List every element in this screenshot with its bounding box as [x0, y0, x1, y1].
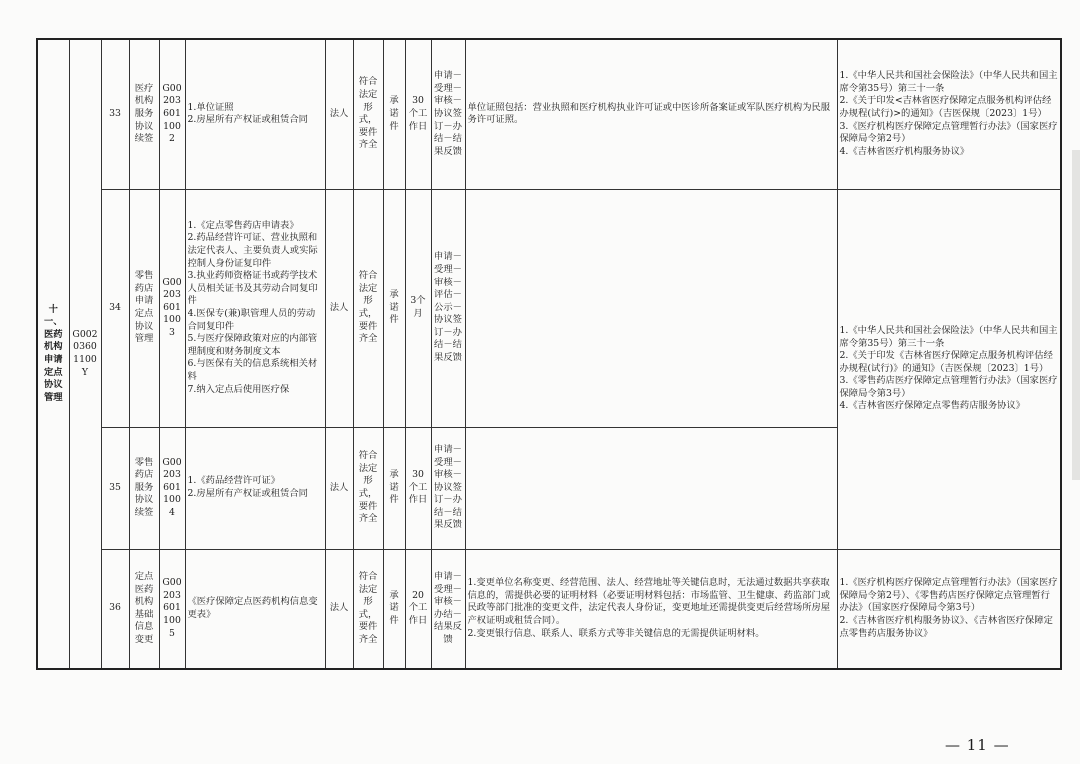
category-code-cell: G0020360 1100Y: [69, 39, 101, 669]
application-materials: 1.单位证照 2.房屋所有产权证或租赁合同: [185, 39, 325, 189]
item-code: G00 203 601 100 3: [159, 189, 185, 427]
row-number: 36: [101, 549, 129, 669]
item-code: G00 203 601 100 5: [159, 549, 185, 669]
row-number: 34: [101, 189, 129, 427]
time-limit: 30个工作日: [405, 39, 431, 189]
legal-basis: 1.《医疗机构医疗保障定点管理暂行办法》（国家医疗保障局令第2号）、《零售药店医疗保障定点管理暂行办法》（国家医疗保障局令第3号） 2.《吉林省医疗机构服务协议》、《吉林省医疗保障定点零售药店服务协议》: [837, 549, 1061, 669]
remarks: 1.变更单位名称变更、经营范围、法人、经营地址等关键信息时，无法通过数据共享获取信息的，需提供必要的证明材料（必要证明材料包括：市场监管、卫生健康、药监部门或民政等部门批准的变更文件，法定代表人身份证，变更地址还需提供变更后经营场所房屋产权证明或租赁合同）。 2.变更银行信息、联系人、联系方式等非关键信息的无需提供证明材料。: [465, 549, 837, 669]
row-number: 33: [101, 39, 129, 189]
page-edge-shadow: [1072, 150, 1080, 480]
legal-basis: 1.《中华人民共和国社会保险法》（中华人民共和国主席令第35号）第三十一条 2.《关于印发<吉林省医疗保障定点服务机构评估经办规程(试行)>的通知》（吉医保规〔2023〕1号） 3.《医疗机构医疗保障定点管理暂行办法》（国家医疗保障局令第2号） 4.《吉林省医疗机构服务协议》: [837, 39, 1061, 189]
remarks: [465, 189, 837, 427]
application-materials: 1.《药品经营许可证》 2.房屋所有产权证或租赁合同: [185, 427, 325, 549]
time-limit: 3个月: [405, 189, 431, 427]
time-limit: 30个工作日: [405, 427, 431, 549]
item-code: G00 203 601 100 2: [159, 39, 185, 189]
item-name: 零售药店申请定点协议管理: [129, 189, 159, 427]
item-name: 医疗机构服务协议续签: [129, 39, 159, 189]
service-subject: 法人: [325, 427, 353, 549]
item-type: 承诺件: [383, 189, 405, 427]
table-row: [37, 549, 1061, 669]
acceptance-condition: 符合法定形式，要件齐全: [353, 427, 383, 549]
time-limit: 20个工作日: [405, 549, 431, 669]
process-flow: 申请－受理－审核－协议签订－办结－结果反馈: [431, 427, 465, 549]
service-items-table: [36, 38, 1062, 670]
item-name: 零售药店服务协议续签: [129, 427, 159, 549]
acceptance-condition: 符合法定形式，要件齐全: [353, 549, 383, 669]
table-row: [37, 189, 1061, 427]
application-materials-cell: [185, 189, 325, 427]
remarks: 单位证照包括：营业执照和医疗机构执业许可证或中医诊所备案证或军队医疗机构为民服务许可证照。: [465, 39, 837, 189]
process-flow: 申请－受理－审核－评估－公示－协议签订－办结－结果反馈: [431, 189, 465, 427]
service-subject: 法人: [325, 549, 353, 669]
application-materials: 1.《定点零售药店申请表》 2.药品经营许可证、营业执照和法定代表人、主要负责人或实际控制人身份证复印件 3.执业药师资格证书或药学技术人员相关证书及其劳动合同复印件 4.医保专(兼)职管理人员的劳动合同复印件 5.与医疗保障政策对应的内部管理制度和财务制度文本 6.与医保有关的信息系统相关材料 7.纳入定点后使用医疗保: [187, 219, 318, 395]
item-type: 承诺件: [383, 427, 405, 549]
process-flow: 申请－受理－审核－协议签订－办结－结果反馈: [431, 39, 465, 189]
page-number: — 11 —: [945, 736, 1010, 754]
process-flow: 申请－受理－审核－办结－结果反馈: [431, 549, 465, 669]
table-row: [37, 39, 1061, 189]
service-subject: 法人: [325, 189, 353, 427]
item-name: 定点医药机构基础信息变更: [129, 549, 159, 669]
row-number: 35: [101, 427, 129, 549]
item-type: 承诺件: [383, 549, 405, 669]
application-materials: 《医疗保障定点医药机构信息变更表》: [185, 549, 325, 669]
category-cell: 十一、医药机构申请定点协议管理: [37, 39, 69, 669]
acceptance-condition: 符合法定形式，要件齐全: [353, 39, 383, 189]
item-type: 承诺件: [383, 39, 405, 189]
legal-basis: 1.《中华人民共和国社会保险法》（中华人民共和国主席令第35号）第三十一条 2.《关于印发《吉林省医疗保障定点服务机构评估经办规程(试行)》的通知》（吉医保规〔2023〕1号） 3.《零售药店医疗保障定点管理暂行办法》（国家医疗保障局令第3号） 4.《吉林省医疗保障定点零售药店服务协议》: [837, 189, 1061, 549]
service-subject: 法人: [325, 39, 353, 189]
acceptance-condition: 符合法定形式，要件齐全: [353, 189, 383, 427]
remarks: [465, 427, 837, 549]
item-code: G00 203 601 100 4: [159, 427, 185, 549]
